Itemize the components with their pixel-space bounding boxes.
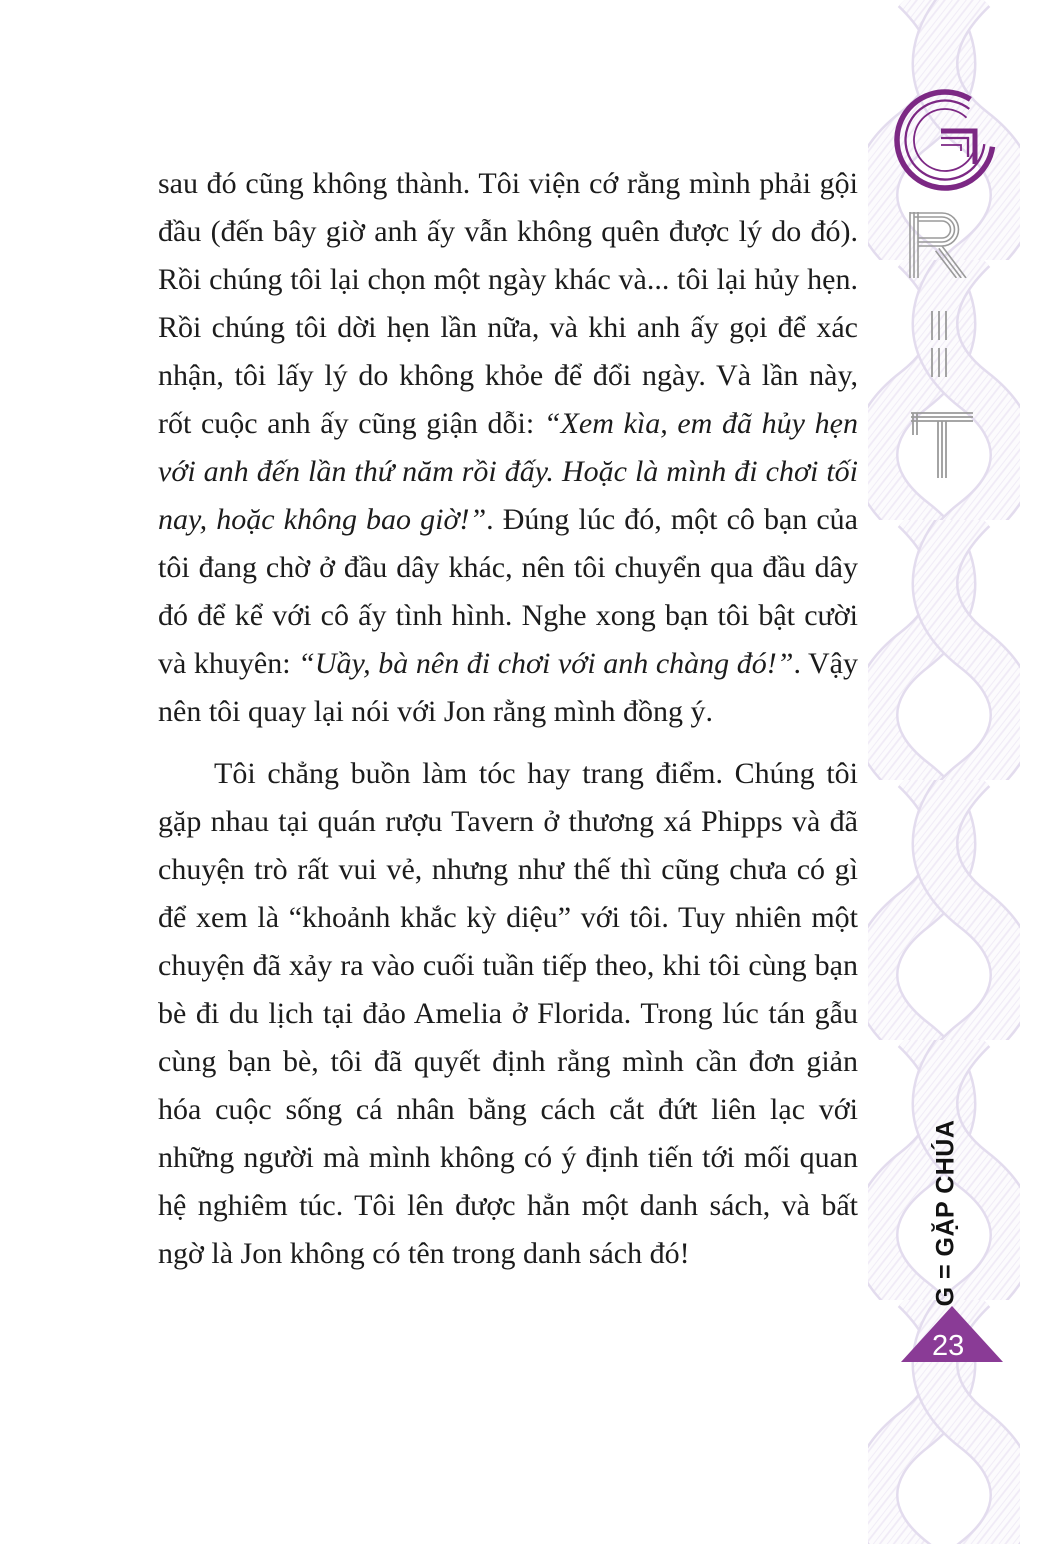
chapter-side-label: G = GẶP CHÚA bbox=[931, 1119, 960, 1307]
narrative-text: Tôi chẳng buồn làm tóc hay trang điểm. Chúng tôi gặp nhau tại quán rượu Tavern ở thương xá Phipps và đã chuyện trò rất vui vẻ, nhưng như thế thì cũng chưa có gì để xem là “khoảnh khắc kỳ diệu” với tôi. Tuy nhiên một chuyện đã xảy ra vào cuối tuần tiếp theo, khi tôi cùng bạn bè đi du lịch tại đảo Amelia ở Florida. Trong lúc tán gẫu cùng bạn bè, tôi đã quyết định rằng mình cần đơn giản hóa cuộc sống cá nhân bằng cách cắt đứt liên lạc với những người mà mình không có ý định tiến tới mối quan hệ nghiêm túc. Tôi lên được hẳn một danh sách, và bất ngờ là Jon không có tên trong danh sách đó! bbox=[158, 757, 858, 1270]
grit-letter-t-icon bbox=[911, 411, 973, 478]
narrative-text: . Vậy nên tôi quay lại nói với Jon rằng mình đồng ý. bbox=[158, 647, 858, 728]
body-text bbox=[158, 160, 858, 1278]
paragraph bbox=[158, 750, 858, 1278]
quoted-dialogue: “Uầy, bà nên đi chơi với anh chàng đó!” bbox=[298, 647, 794, 680]
narrative-text: sau đó cũng không thành. Tôi viện cớ rằng mình phải gội đầu (đến bây giờ anh ấy vẫn không quên được lý do đó). Rồi chúng tôi lại chọn một ngày khác và... tôi lại hủy hẹn. Rồi chúng tôi dời hẹn lần nữa, và khi anh ấy gọi để xác nhận, tôi lấy lý do không khỏe để đổi ngày. Và lần này, rốt cuộc anh ấy cũng giận dỗi: bbox=[158, 167, 858, 440]
paragraph bbox=[158, 160, 858, 736]
quoted-dialogue: “Xem kìa, em đã hủy hẹn với anh đến lần thứ năm rồi đấy. Hoặc là mình đi chơi tối nay, hoặc không bao giờ!” bbox=[158, 407, 858, 536]
page-number-badge bbox=[901, 1306, 1003, 1363]
page-number: 23 bbox=[932, 1330, 965, 1362]
grit-letter-r-icon bbox=[906, 212, 968, 278]
grit-letter-i-icon bbox=[930, 311, 948, 377]
grit-letter-g-icon bbox=[893, 85, 1003, 195]
narrative-text: . Đúng lúc đó, một cô bạn của tôi đang chờ ở đầu dây khác, nên tôi chuyển qua đầu dây đó để kể với cô ấy tình hình. Nghe xong bạn tôi bật cười và khuyên: bbox=[158, 503, 858, 680]
